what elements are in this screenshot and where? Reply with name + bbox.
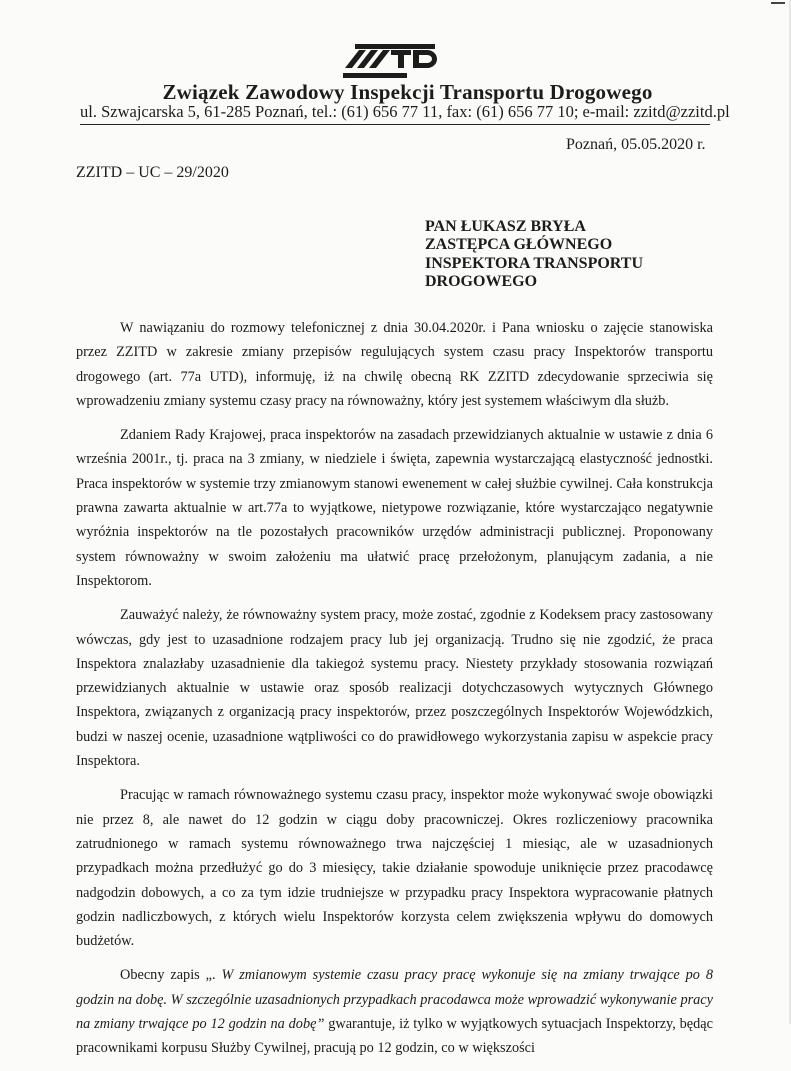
- organization-address: ul. Szwajcarska 5, 61-285 Poznań, tel.: (61) 656 77 11, fax: (61) 656 77 10; e-mail: zzitd@zzitd.pl: [80, 102, 710, 125]
- paragraph: W nawiązaniu do rozmowy telefonicznej z dnia 30.04.2020r. i Pana wniosku o zajęcie stanowiska przez ZZITD w zakresie zmiany przepisów regulujących system czasu pracy Inspektorów transportu drogowego (art. 77a UTD), informuję, iż na chwilę obecną RK ZZITD zdecydowanie sprzeciwia się wprowadzeniu zmiany systemu czasy pracy na równoważny, który jest systemem właściwym dla służb.: [76, 320, 713, 409]
- paragraph: Zdaniem Rady Krajowej, praca inspektorów na zasadach przewidzianych aktualnie w ustawie z dnia 6 września 2001r., tj. praca na 3 zmiany, w niedziele i święta, zapewnia wystarczającą elastyczność jednostki. Praca inspektorów w systemie trzy zmianowym stanowi ewenement w całej służbie cywilnej. Cała konstrukcja prawna zawarta aktualnie w art.77a to wyjątkowe, nietypowe rozwiązanie, które wystarczająco negatywnie wyróżnia inspektorów na tle pozostałych pracowników urzędów administracji publicznej. Proponowany system równoważny w swoim założeniu ma ułatwić pracę przełożonym, planującym zadania, a nie Inspektorom.: [76, 427, 713, 589]
- quoted-regulation: W zmianowym systemie czasu pracy pracę wykonuje się na zmiany trwające po 8 godzin na dobę. W szczególnie uzasadnionych przypadkach pracodawca może wprowadzić wykonywanie pracy na zmiany trwające po 12 godzin na dobę”: [76, 967, 713, 1033]
- zzitd-logo: [333, 44, 443, 78]
- paragraph: [76, 963, 713, 1060]
- paragraph-text: gwarantuje, iż tylko w wyjątkowych sytuacjach Inspektorzy, będąc pracownikami korpusu Służby Cywilnej, pracują po 12 godzin, co w większości: [76, 1016, 713, 1057]
- addressee-line: ZASTĘPCA GŁÓWNEGO: [425, 236, 613, 254]
- addressee-line: PAN ŁUKASZ BRYŁA: [425, 218, 586, 235]
- letter-body: [76, 316, 713, 1071]
- reference-number: ZZITD – UC – 29/2020: [76, 164, 229, 181]
- paragraph-text: Obecny zapis „.: [120, 967, 222, 984]
- paragraph: Pracując w ramach równoważnego systemu czasu pracy, inspektor może wykonywać swoje obowiązki nie przez 8, ale nawet do 12 godzin w ciągu doby pracowniczej. Okres rozliczeniowy pracownika zatrudnionego w ramach systemu równoważnego trwa najczęściej 1 miesiąc, ale w uzasadnionych przypadkach można przedłużyć go do 3 miesięcy, takie działanie spowoduje uniknięcie przez pracodawcę nadgodzin dobowych, a co za tym idzie trudniejsze w przypadku pracy Inspektora wypracowanie płatnych godzin nadliczbowych, z których wielu Inspektorów korzysta celem zwiększenia wpływu do domowych budżetów.: [76, 787, 713, 950]
- addressee-line: DROGOWEGO: [425, 272, 538, 290]
- organization-name: Związek Zawodowy Inspekcji Transportu Drogowego: [162, 80, 653, 104]
- addressee-line: INSPEKTORA TRANSPORTU: [425, 254, 644, 272]
- addressee-block: [425, 218, 643, 291]
- place-date: Poznań, 05.05.2020 r.: [566, 136, 706, 153]
- scan-mark: [771, 2, 785, 4]
- paragraph: Zauważyć należy, że równoważny system pracy, może zostać, zgodnie z Kodeksem pracy zastosowany wówczas, gdy jest to uzasadnione rodzajem pracy lub jej organizacją. Trudno się nie zgodzić, że praca Inspektora znalazłaby uzasadnienie dla takiegoż systemu pracy. Niestety przykłady stosowania rozwiązań przewidzianych aktualnie w ustawie oraz sposób realizacji dotychczasowych wytycznych Głównego Inspektora, związanych z organizacją pracy inspektorów, przez poszczególnych Inspektorów Wojewódzkich, budzi w naszej ocenie, uzasadnione wątpliwości co do prawidłowego wykorzystania zapisu w aspekcie pracy Inspektora.: [76, 607, 713, 770]
